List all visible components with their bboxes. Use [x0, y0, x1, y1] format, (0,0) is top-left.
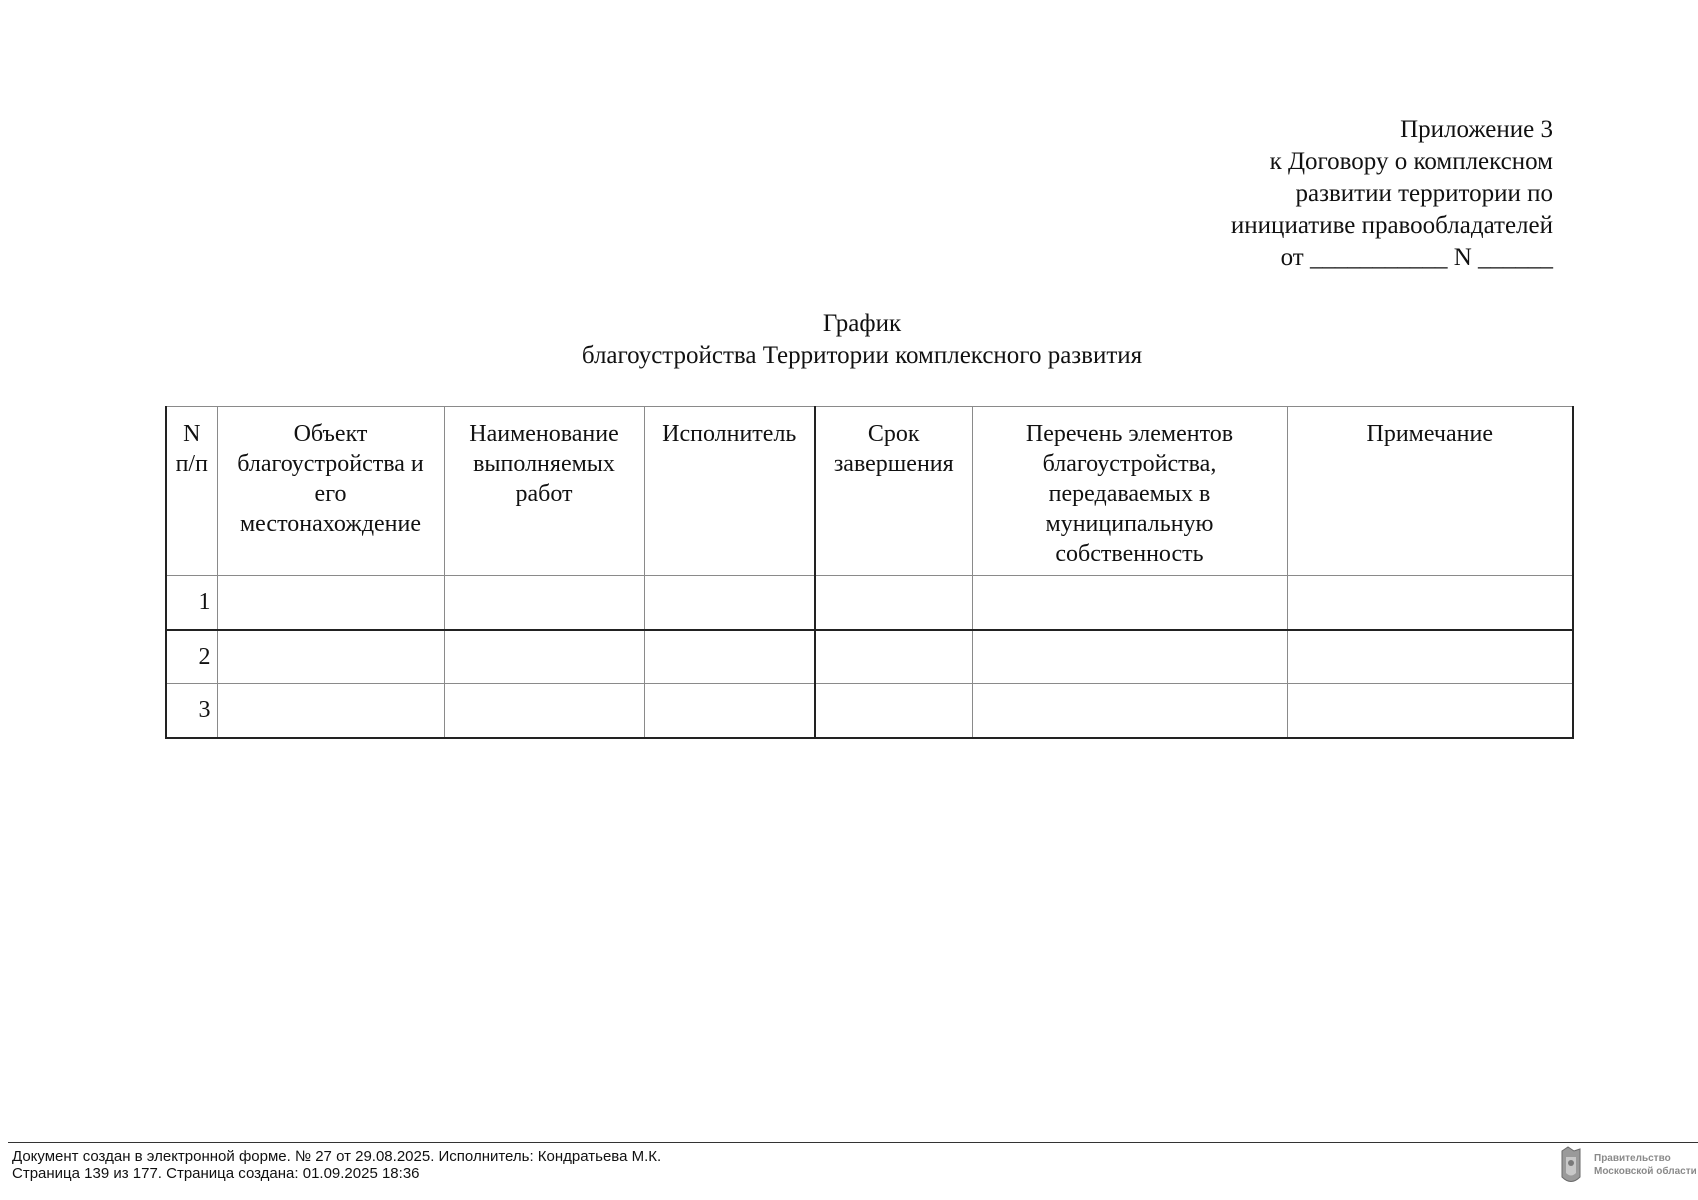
appendix-line: к Договору о комплексном	[1269, 148, 1553, 175]
appendix-line: инициативе правообладателей	[1230, 212, 1553, 239]
table-cell	[1287, 630, 1573, 684]
table-cell	[972, 684, 1287, 738]
table-row	[166, 684, 1573, 738]
table-cell	[217, 576, 444, 630]
table-cell	[1287, 576, 1573, 630]
table-row	[166, 576, 1573, 630]
row-number: 1	[166, 576, 217, 630]
footer-line-2: Страница 139 из 177. Страница создана: 01.09.2025 18:36	[12, 1165, 420, 1182]
table-row	[166, 630, 1573, 684]
table-header-row	[166, 407, 1573, 576]
table-cell	[644, 630, 815, 684]
appendix-line: развитии территории по	[1295, 180, 1553, 207]
header-number: N п/п	[166, 407, 217, 576]
header-object: Объект благоустройства и его местонахождение	[217, 407, 444, 576]
title-line-2: благоустройства Территории комплексного развития	[581, 342, 1143, 369]
coat-of-arms-icon	[1556, 1143, 1696, 1188]
document-title	[0, 308, 1698, 372]
table-cell	[972, 630, 1287, 684]
row-number: 3	[166, 684, 217, 738]
table-cell	[217, 630, 444, 684]
appendix-header	[1231, 114, 1553, 274]
emblem-text-1: Правительство	[1594, 1153, 1671, 1164]
table-cell	[1287, 684, 1573, 738]
schedule-table	[165, 406, 1574, 739]
footer-divider	[8, 1142, 1698, 1143]
table-cell	[644, 684, 815, 738]
table-cell	[444, 630, 644, 684]
table-cell	[815, 684, 972, 738]
government-emblem	[1556, 1143, 1696, 1188]
table-cell	[815, 576, 972, 630]
footer-info	[12, 1148, 661, 1182]
header-note: Примечание	[1287, 407, 1573, 576]
table-cell	[217, 684, 444, 738]
table-cell	[644, 576, 815, 630]
title-line-1: График	[822, 310, 902, 337]
row-number: 2	[166, 630, 217, 684]
appendix-line: от ___________ N ______	[1280, 244, 1553, 271]
footer-line-1: Документ создан в электронной форме. № 27 от 29.08.2025. Исполнитель: Кондратьева М.К.	[12, 1148, 662, 1165]
header-works: Наименование выполняемых работ	[444, 407, 644, 576]
emblem-text-2: Московской области	[1594, 1166, 1696, 1177]
header-deadline: Срок завершения	[815, 407, 972, 576]
table-cell	[444, 576, 644, 630]
header-elements-list: Перечень элементов благоустройства, передаваемых в муниципальную собственность	[972, 407, 1287, 576]
table-cell	[444, 684, 644, 738]
header-executor: Исполнитель	[644, 407, 815, 576]
table-cell	[815, 630, 972, 684]
table-cell	[972, 576, 1287, 630]
appendix-line: Приложение 3	[1400, 116, 1553, 143]
